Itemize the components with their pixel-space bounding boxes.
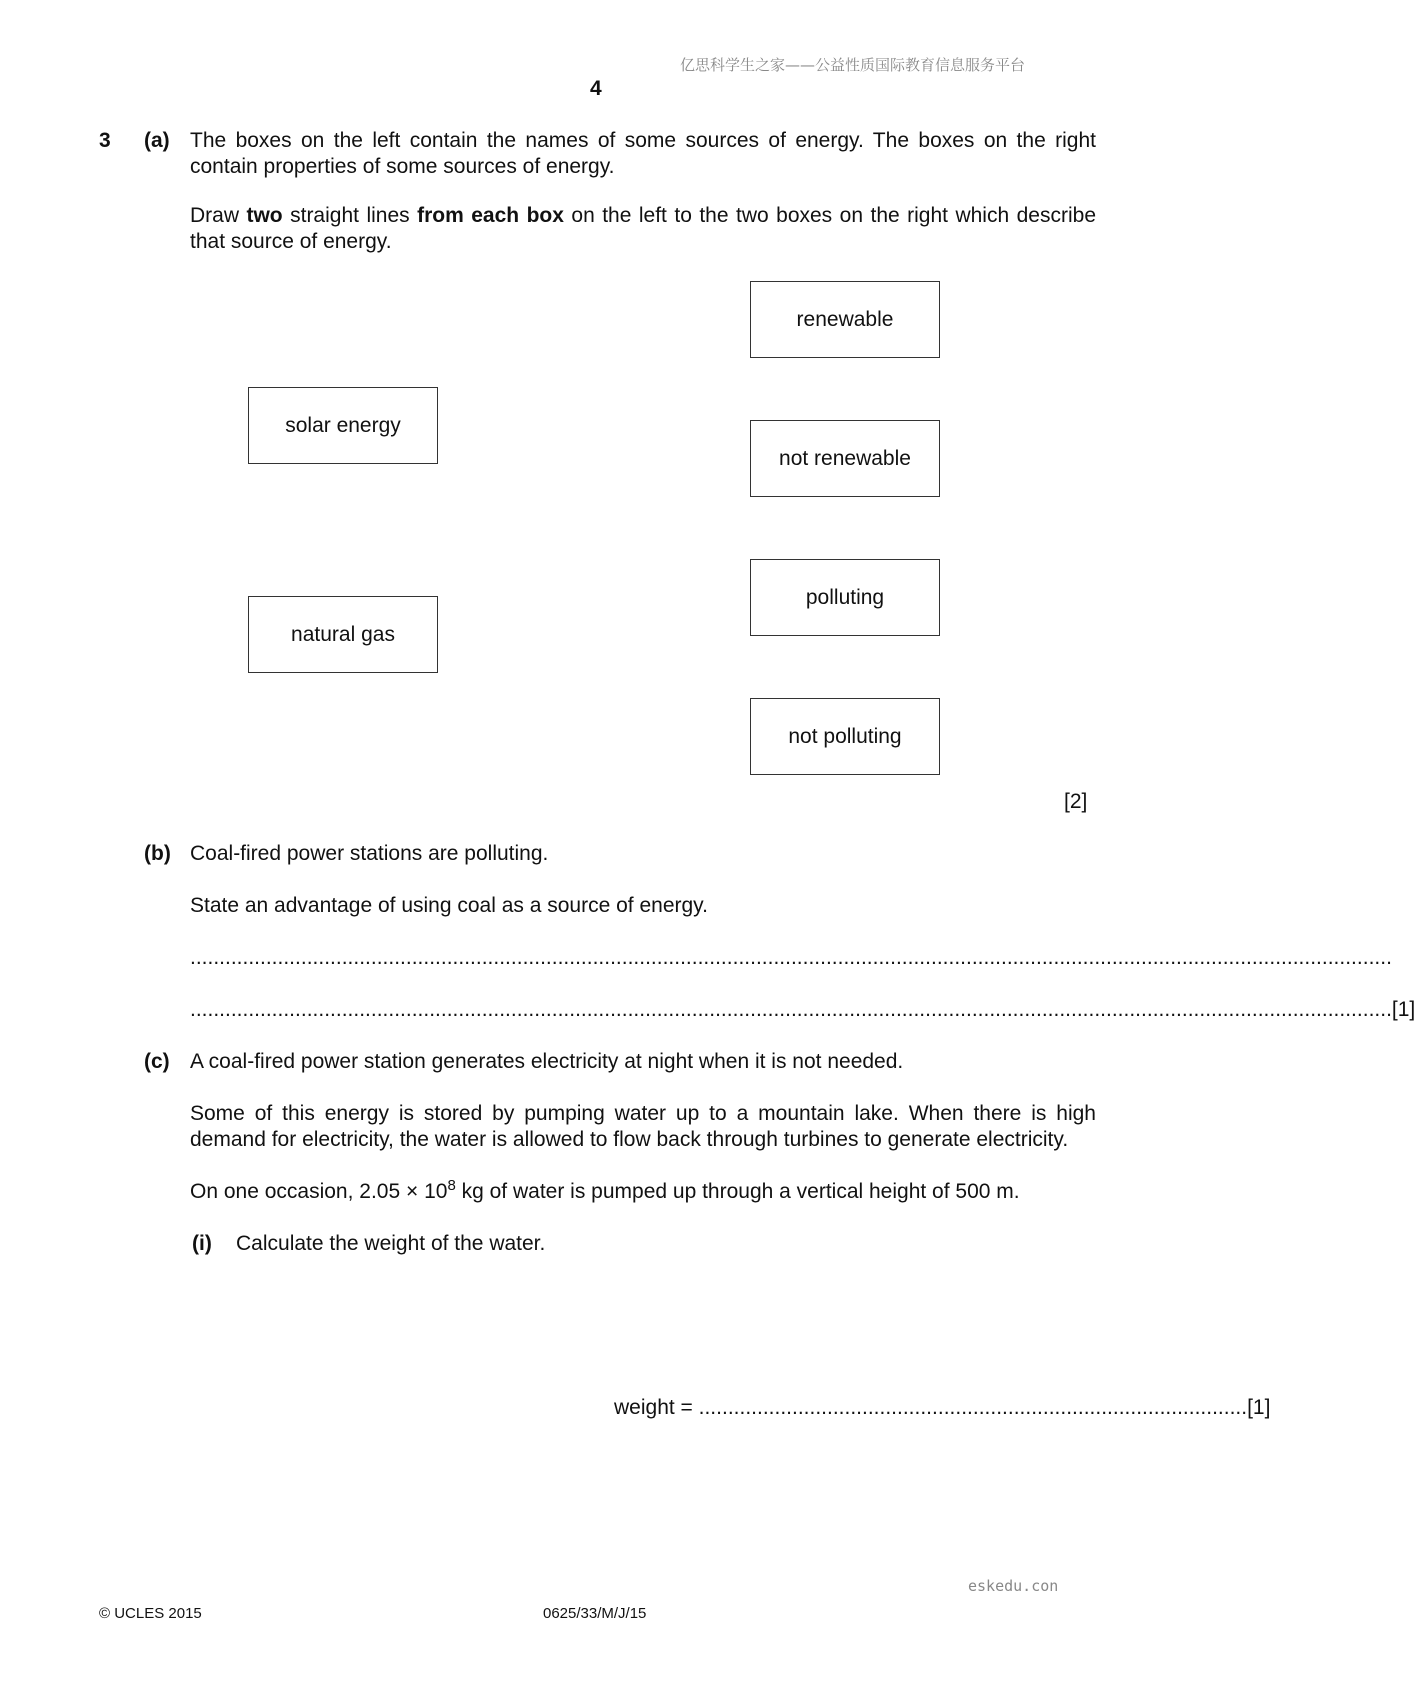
part-b-answer-dots: .............................................................................................................................................................................................................. xyxy=(190,998,1392,1021)
weight-answer-label: weight = xyxy=(614,1396,699,1419)
part-a-intro: The boxes on the left contain the names of some sources of energy. The boxes on the right contain properties of some sources of energy. xyxy=(190,129,1096,178)
part-c-label: (c) xyxy=(144,1050,170,1073)
instruction-text-1: Draw xyxy=(190,204,247,227)
part-c-i-prompt: Calculate the weight of the water. xyxy=(236,1232,546,1255)
property-box-polluting[interactable]: polluting xyxy=(750,559,940,636)
part-c-statement: A coal-fired power station generates electricity at night when it is not needed. xyxy=(190,1050,904,1073)
part-b-marks: [1] xyxy=(1391,998,1415,1021)
occasion-prefix: On one occasion, 2.05 × 10 xyxy=(190,1180,448,1203)
page-number: 4 xyxy=(590,77,602,100)
instruction-bold-1: two xyxy=(246,204,283,227)
part-c-occasion xyxy=(190,1179,1020,1205)
footer-paper-code: 0625/33/M/J/15 xyxy=(543,1605,647,1622)
part-a-instruction xyxy=(190,203,1096,255)
occasion-suffix: kg of water is pumped up through a vertical height of 500 m. xyxy=(455,1180,1020,1203)
property-box-not-renewable[interactable]: not renewable xyxy=(750,420,940,497)
question-number: 3 xyxy=(99,129,111,152)
footer-copyright: © UCLES 2015 xyxy=(99,1605,202,1622)
property-box-not-polluting[interactable]: not polluting xyxy=(750,698,940,775)
footer-watermark: eskedu.con xyxy=(968,1577,1059,1595)
weight-marks: [1] xyxy=(1247,1396,1271,1419)
part-b-answer-line-2[interactable] xyxy=(190,997,1415,1023)
source-box-solar-energy[interactable]: solar energy xyxy=(248,387,438,464)
property-box-renewable[interactable]: renewable xyxy=(750,281,940,358)
part-b-statement: Coal-fired power stations are polluting. xyxy=(190,842,549,865)
weight-answer-dots: .............................................................................................. xyxy=(698,1396,1248,1419)
part-c-paragraph: Some of this energy is stored by pumping water up to a mountain lake. When there is high demand for electricity, the water is allowed to flow back through turbines to generate electricity. xyxy=(190,1102,1096,1151)
part-a-marks: [2] xyxy=(1064,790,1088,813)
source-box-natural-gas[interactable]: natural gas xyxy=(248,596,438,673)
part-b-answer-line-1[interactable]: .............................................................................................................................................................................................................. xyxy=(190,946,1392,969)
weight-answer-line[interactable] xyxy=(614,1395,1271,1421)
instruction-text-3: on the left to the two boxes on the right which describe that source of energy. xyxy=(190,204,1096,253)
instruction-text-2: straight lines xyxy=(282,204,418,227)
part-a-label: (a) xyxy=(144,129,170,152)
header-watermark: 亿思科学生之家——公益性质国际教育信息服务平台 xyxy=(680,56,1026,74)
part-b-label: (b) xyxy=(144,842,171,865)
part-c-i-label: (i) xyxy=(192,1232,212,1255)
occasion-exponent: 8 xyxy=(447,1177,456,1194)
instruction-bold-2: from each box xyxy=(417,204,564,227)
part-b-prompt: State an advantage of using coal as a source of energy. xyxy=(190,894,708,917)
